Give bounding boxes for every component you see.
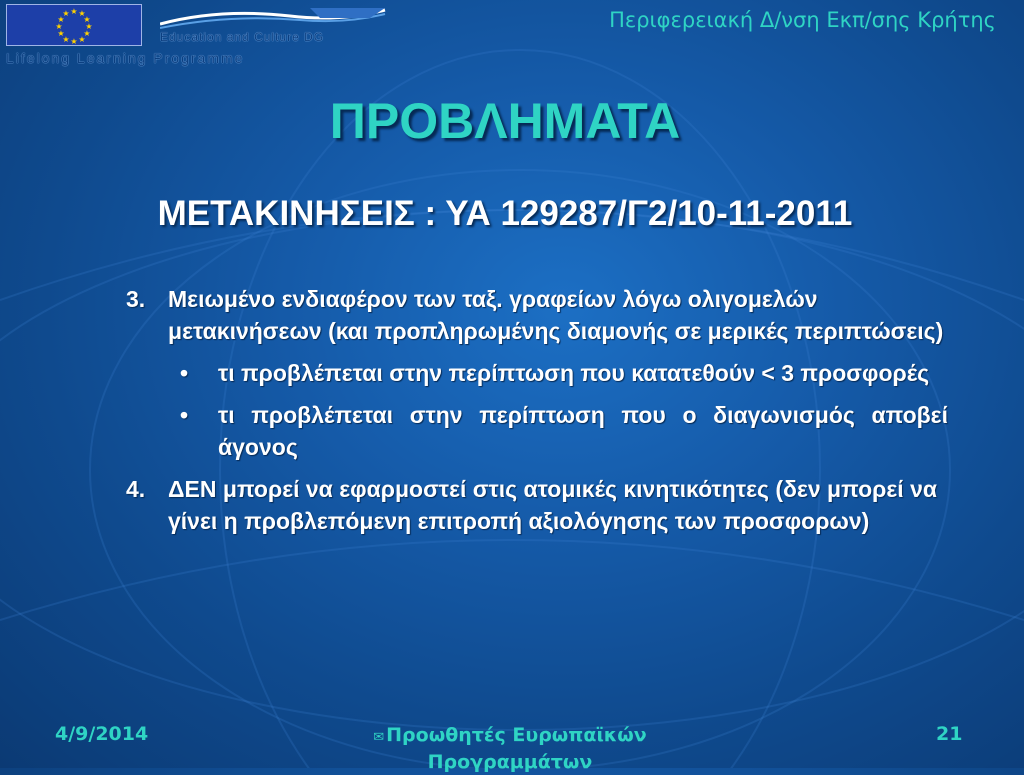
sub-list-item: [118, 399, 948, 463]
sub-list-item: [118, 357, 948, 389]
footer-date: 4/9/2014: [55, 723, 149, 745]
svg-text:★: ★: [57, 29, 65, 38]
lifelong-learning-text: Lifelong Learning Programme: [6, 50, 245, 66]
sub-item-text: τι προβλέπεται στην περίπτωση που κατατεθούν < 3 προσφορές: [218, 360, 930, 386]
page-number: 21: [936, 723, 963, 745]
svg-text:★: ★: [70, 37, 78, 45]
svg-text:★: ★: [62, 9, 70, 18]
eu-flag-logo: [6, 4, 142, 46]
item-number: 3.: [126, 286, 146, 312]
svg-text:★: ★: [85, 22, 93, 31]
item-text: Μειωμένο ενδιαφέρον των ταξ. γραφείων λόγω ολιγομελών μετακινήσεων (και προπληρωμένης διαμονής σε μερικές περιπτώσεις): [168, 286, 944, 344]
item-text: ΔΕΝ μπορεί να εφαρμοστεί στις ατομικές κινητικότητες (δεν μπορεί να γίνει η προβλεπόμενη επιτροπή αξιολόγησης των προσφορων): [168, 476, 938, 534]
dg-text: Education and Culture DG: [160, 30, 325, 44]
bullet-icon: •: [180, 360, 189, 386]
list-item: [118, 283, 948, 347]
list-item: [118, 473, 948, 537]
footer-center-text: Προωθητές Ευρωπαϊκών Προγραμμάτων: [386, 724, 647, 773]
region-header: Περιφερειακή Δ/νση Εκπ/σης Κρήτης: [609, 8, 996, 32]
footer-center: [300, 723, 720, 775]
slide-title: ΠΡΟΒΛΗΜΑΤΑ: [329, 93, 681, 149]
svg-text:★: ★: [70, 7, 78, 16]
svg-text:★: ★: [57, 15, 65, 24]
slide-content: [118, 283, 948, 547]
svg-text:★: ★: [55, 22, 63, 31]
item-number: 4.: [126, 476, 146, 502]
svg-text:★: ★: [62, 35, 70, 44]
svg-text:★: ★: [78, 9, 86, 18]
envelope-icon: ✉: [373, 730, 385, 745]
svg-text:★: ★: [83, 15, 91, 24]
sub-item-text: τι προβλέπεται στην περίπτωση που ο διαγωνισμός αποβεί άγονος: [218, 402, 948, 460]
bullet-icon: •: [180, 402, 189, 428]
svg-text:★: ★: [83, 29, 91, 38]
slide-subtitle: ΜΕΤΑΚΙΝΗΣΕΙΣ : ΥΑ 129287/Γ2/10-11-2011: [157, 194, 853, 233]
svg-text:★: ★: [78, 35, 86, 44]
